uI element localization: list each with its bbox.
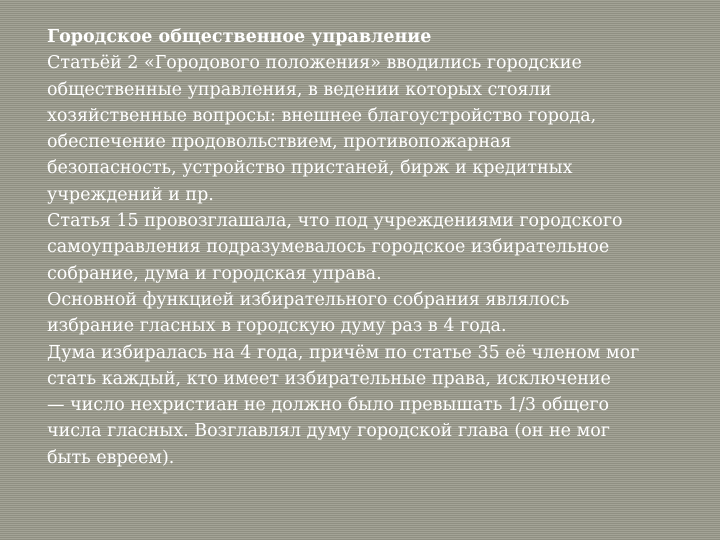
- paragraph-duma: [47, 340, 687, 471]
- slide-title: Городское общественное управление: [47, 27, 432, 47]
- text-line: Основной функцией избирательного собрания являлось: [47, 289, 570, 310]
- text-line: Статьёй 2 «Городового положения» вводились городские: [47, 53, 582, 74]
- text-line: собрание, дума и городская управа.: [47, 263, 382, 284]
- paragraph-electoral-assembly: [47, 287, 687, 340]
- text-line: учреждений и пр.: [47, 184, 214, 205]
- text-line: хозяйственные вопросы: внешнее благоустройство города,: [47, 105, 597, 126]
- text-line: — число нехристиан не должно было превышать 1/3 общего: [47, 395, 610, 416]
- text-line: Статья 15 провозглашала, что под учреждениями городского: [47, 211, 623, 232]
- text-line: избрание гласных в городскую думу раз в 4 года.: [47, 316, 507, 337]
- slide-content: [47, 24, 687, 471]
- text-line: числа гласных. Возглавлял думу городской глава (он не мог: [47, 421, 610, 442]
- paragraph-article-15: [47, 208, 687, 287]
- text-line: обеспечение продовольствием, противопожарная: [47, 132, 512, 153]
- text-line: самоуправления подразумевалось городское избирательное: [47, 237, 610, 258]
- text-line: Дума избиралась на 4 года, причём по статье 35 её членом мог: [47, 342, 640, 363]
- text-line: стать каждый, кто имеет избирательные права, исключение: [47, 368, 611, 389]
- paragraph-article-2: [47, 50, 687, 208]
- text-line: быть евреем).: [47, 447, 175, 468]
- text-line: общественные управления, в ведении которых стояли: [47, 79, 552, 100]
- text-line: безопасность, устройство пристаней, бирж и кредитных: [47, 158, 573, 179]
